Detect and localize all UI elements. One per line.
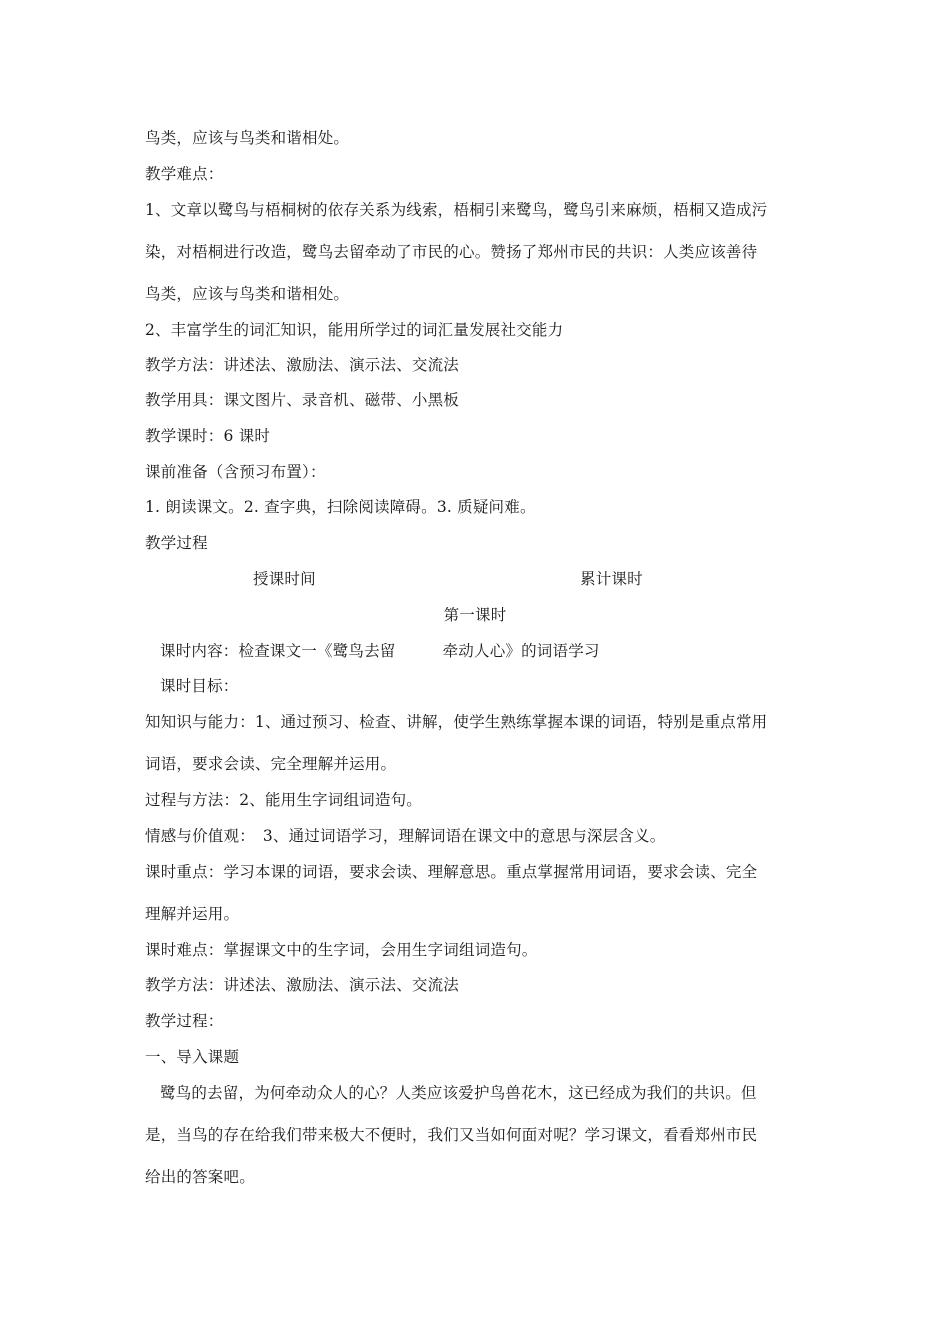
lesson-content: 课时内容：检查课文一《鹭鸟去留 牵动人心》的词语学习: [160, 642, 600, 660]
text-line: 2、丰富学生的词汇知识，能用所学过的词汇量发展社交能力: [145, 321, 564, 339]
lesson-goal: 课时目标：: [160, 677, 239, 695]
intro-paragraph-line: 是，当鸟的存在给我们带来极大不便时，我们又当如何面对呢？学习课文，看看郑州市民: [145, 1126, 758, 1144]
heading-difficulty: 教学难点：: [145, 165, 224, 183]
lesson-title: 第一课时: [443, 606, 507, 624]
heading-process: 教学过程: [145, 534, 208, 552]
text-line: 鸟类，应该与鸟类和谐相处。: [145, 285, 350, 303]
intro-paragraph-line: 鹭鸟的去留，为何牵动众人的心？人类应该爱护鸟兽花木，这已经成为我们的共识。但: [160, 1084, 757, 1102]
text-line: 染，对梧桐进行改造，鹭鸟去留牵动了市民的心。赞扬了郑州市民的共识：人类应该善待: [145, 243, 758, 261]
text-line: 课前准备（含预习布置）：: [145, 463, 326, 481]
text-line: 教学用具：课文图片、录音机、磁带、小黑板: [145, 391, 460, 409]
text-line: 教学过程：: [145, 1012, 224, 1030]
cumulative-label: 累计课时: [580, 570, 643, 588]
text-line: 知知识与能力：1、通过预习、检查、讲解，使学生熟练掌握本课的词语，特别是重点常用: [145, 713, 768, 731]
text-line: 过程与方法：2、能用生字词组词造句。: [145, 791, 422, 809]
text-line: 1、文章以鹭鸟与梧桐树的依存关系为线索，梧桐引来鹭鸟，鹭鸟引来麻烦，梧桐又造成污: [145, 201, 768, 219]
text-line: 词语，要求会读、完全理解并运用。: [145, 755, 397, 773]
text-line: 鸟类，应该与鸟类和谐相处。: [145, 129, 350, 147]
intro-paragraph-line: 给出的答案吧。: [145, 1168, 255, 1186]
text-line: 教学方法：讲述法、激励法、演示法、交流法: [145, 356, 460, 374]
text-line: 课时重点：学习本课的词语，要求会读、理解意思。重点掌握常用词语，要求会读、完全: [145, 863, 758, 881]
teaching-time-label: 授课时间: [253, 570, 316, 588]
text-line: 教学课时：6 课时: [145, 427, 271, 445]
text-line: 情感与价值观： 3、通过词语学习，理解词语在课文中的意思与深层含义。: [145, 827, 666, 845]
text-line: 理解并运用。: [145, 905, 240, 923]
text-line: 课时难点：掌握课文中的生字词，会用生字词组词造句。: [145, 941, 538, 959]
text-line: 1. 朗读课文。2. 查字典，扫除阅读障碍。3. 质疑问难。: [145, 498, 536, 516]
text-line: 教学方法：讲述法、激励法、演示法、交流法: [145, 976, 460, 994]
section-heading: 一、导入课题: [145, 1048, 240, 1066]
